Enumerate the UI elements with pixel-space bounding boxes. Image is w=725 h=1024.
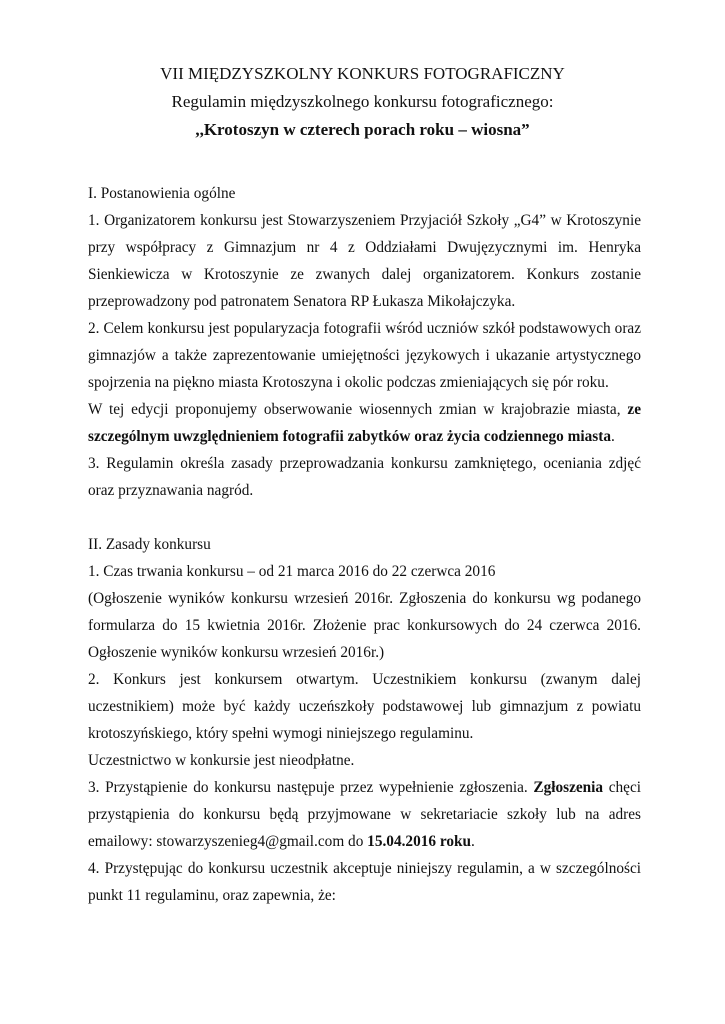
- paragraph-text: W tej edycji proponujemy obserwowanie wiosennych zmian w krajobrazie miasta,: [88, 401, 628, 418]
- paragraph-text: chęci przystąpienia do konkursu będą przyjmowane w sekretariacie szkoły lub na adres emailowy: stowarzyszenieg4@gmail.com do: [88, 779, 642, 850]
- paragraph-text: 3. Przystąpienie do konkursu następuje przez wypełnienie zgłoszenia.: [88, 779, 534, 796]
- contest-title: VII MIĘDZYSZKOLNY KONKURS FOTOGRAFICZNY: [160, 64, 565, 83]
- section-2-paragraph-6: 4. Przystępując do konkursu uczestnik akceptuje niniejszy regulamin, a w szczególności punkt 11 regulaminu, oraz zapewnia, że:: [88, 860, 641, 904]
- section-1-paragraph-1: 1. Organizatorem konkursu jest Stowarzyszeniem Przyjaciół Szkoły „G4” w Krotoszynie przy współpracy z Gimnazjum nr 4 z Oddziałami Dwujęzycznymi im. Henryka Sienkiewicza w Krotoszynie ze zwanych dalej organizatorem. Konkurs zostanie przeprowadzony pod patronatem Senatora RP Łukasza Mikołajczyka.: [88, 212, 641, 310]
- deadline-date: 15.04.2016 roku: [367, 833, 472, 850]
- section-1-paragraph-4: 3. Regulamin określa zasady przeprowadzania konkursu zamkniętego, oceniania zdjęć oraz przyznawania nagród.: [88, 455, 641, 499]
- document-body: [88, 180, 641, 909]
- section-2-paragraph-5: [88, 774, 641, 855]
- emphasis-text: ze szczególnym uwzględnieniem fotografii zabytków oraz życia codziennego miasta: [88, 401, 641, 445]
- paragraph-text: .: [610, 428, 615, 445]
- section-1-heading: I. Postanowienia ogólne: [88, 185, 236, 202]
- title-block: [0, 60, 725, 144]
- section-2-paragraph-3: 2. Konkurs jest konkursem otwartym. Uczestnikiem konkursu (zwanym dalej uczestnikiem) może być każdy uczeńszkoły podstawowej lub gimnazjum z powiatu krotoszyńskiego, który spełni wymogi niniejszego regulaminu.: [88, 671, 641, 742]
- contest-theme: ,,Krotoszyn w czterech porach roku – wiosna”: [195, 120, 530, 139]
- section-2-paragraph-2: (Ogłoszenie wyników konkursu wrzesień 2016r. Zgłoszenia do konkursu wg podanego formularza do 15 kwietnia 2016r. Złożenie prac konkursowych do 24 czerwca 2016. Ogłoszenie wyników konkursu wrzesień 2016r.): [88, 590, 641, 661]
- spacer: [88, 504, 641, 531]
- regulation-subtitle: Regulamin międzyszkolnego konkursu fotograficznego:: [171, 92, 554, 111]
- paragraph-text: .: [471, 833, 475, 850]
- emphasis-text: Zgłoszenia: [533, 779, 604, 796]
- section-2-paragraph-1: 1. Czas trwania konkursu – od 21 marca 2016 do 22 czerwca 2016: [88, 563, 496, 580]
- section-2-heading: II. Zasady konkursu: [88, 536, 211, 553]
- section-1-paragraph-3: [88, 396, 641, 450]
- section-2-paragraph-4: Uczestnictwo w konkursie jest nieodpłatne.: [88, 752, 355, 769]
- section-1-paragraph-2: 2. Celem konkursu jest popularyzacja fotografii wśród uczniów szkół podstawowych oraz gimnazjów a także zaprezentowanie umiejętności językowych i ukazanie artystycznego spojrzenia na piękno miasta Krotoszyna i okolic podczas zmieniających się pór roku.: [88, 320, 641, 391]
